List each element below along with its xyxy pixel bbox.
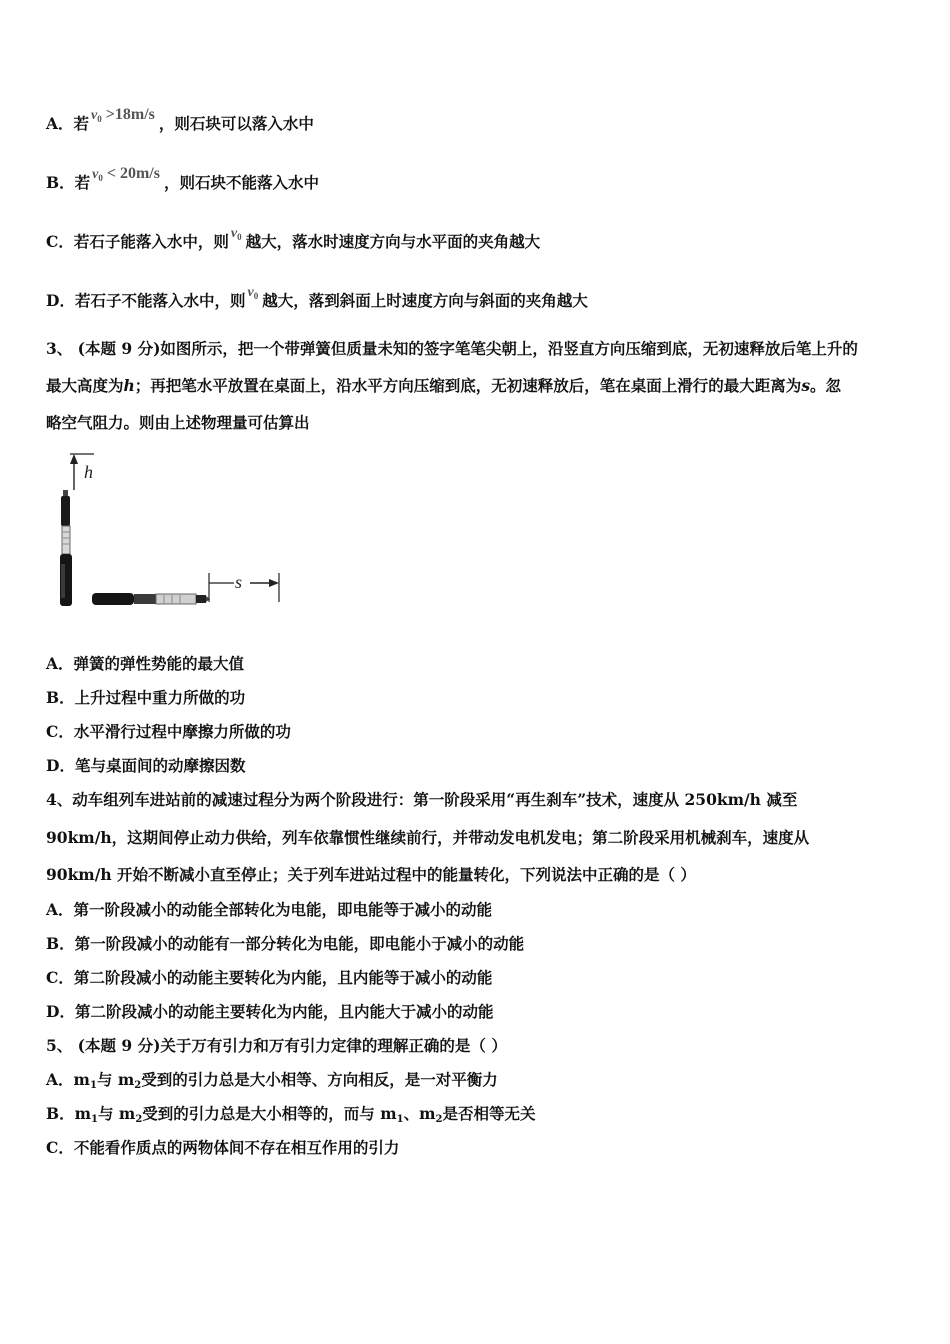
q4-option-b: B．第一阶段减小的动能有一部分转化为电能，即电能小于减小的动能 (46, 934, 525, 953)
q3-stem-line1: 3、 (本题 9 分)如图所示，把一个带弹簧但质量未知的签字笔笔尖朝上，沿竖直方向压缩到底，无初速释放后笔上升的 (46, 339, 858, 358)
v0-expression: v0 < 20m/s (92, 165, 160, 183)
q2-option-d: D．若石子不能落入水中，则 v0 越大，落到斜面上时速度方向与斜面的夹角越大 (46, 291, 588, 316)
q5-option-a: A．m1与 m2受到的引力总是大小相等、方向相反，是一对平衡力 (46, 1070, 498, 1091)
q5-option-c: C．不能看作质点的两物体间不存在相互作用的引力 (46, 1138, 400, 1157)
q2-option-b: B．若 v0 < 20m/s ，则石块不能落入水中 (46, 165, 319, 192)
q4-stem-line2: 90km/h，这期间停止动力供给，列车依靠惯性继续前行，并带动发电机发电；第二阶段采用机械刹车，速度从 (46, 828, 810, 847)
q3-option-c: C．水平滑行过程中摩擦力所做的功 (46, 722, 291, 741)
q2-option-a: A．若 v0 >18m/s ，则石块可以落入水中 (46, 106, 314, 133)
q2-option-c: C．若石子能落入水中，则 v0 越大，落水时速度方向与水平面的夹角越大 (46, 232, 540, 257)
h-arrow-head (70, 454, 78, 464)
h-label: h (84, 462, 93, 482)
horizontal-pen (92, 593, 210, 605)
v0-symbol: v0 (247, 285, 259, 301)
pen-figure (52, 446, 292, 616)
q3-stem-line3: 略空气阻力。则由上述物理量可估算出 (46, 413, 310, 432)
q5-option-b: B．m1与 m2受到的引力总是大小相等的，而与 m1、m2是否相等无关 (46, 1104, 536, 1125)
q4-option-c: C．第二阶段减小的动能主要转化为内能，且内能等于减小的动能 (46, 968, 493, 987)
q4-option-d: D．第二阶段减小的动能主要转化为内能，且内能大于减小的动能 (46, 1002, 494, 1021)
q4-stem-line1: 4、动车组列车进站前的减速过程分为两个阶段进行：第一阶段采用“再生刹车”技术，速度从 250km/h 减至 (46, 790, 798, 809)
q5-stem: 5、 (本题 9 分)关于万有引力和万有引力定律的理解正确的是（ ） (46, 1036, 507, 1055)
s-arrow-head (269, 579, 279, 587)
v0-symbol: v0 (230, 226, 242, 242)
q3-stem-line2: 最大高度为h；再把笔水平放置在桌面上，沿水平方向压缩到底，无初速释放后，笔在桌面上滑行的最大距离为s。忽 (46, 376, 842, 395)
q4-stem-line3: 90km/h 开始不断减小直至停止；关于列车进站过程中的能量转化，下列说法中正确的是（ ） (46, 865, 696, 884)
q4-option-a: A．第一阶段减小的动能全部转化为电能，即电能等于减小的动能 (46, 900, 493, 919)
q3-option-d: D．笔与桌面间的动摩擦因数 (46, 756, 246, 775)
q3-option-a: A．弹簧的弹性势能的最大值 (46, 654, 245, 673)
q3-option-b: B．上升过程中重力所做的功 (46, 688, 246, 707)
vertical-pen (60, 490, 72, 606)
v0-expression: v0 >18m/s (91, 106, 155, 124)
s-label: s (235, 572, 243, 592)
